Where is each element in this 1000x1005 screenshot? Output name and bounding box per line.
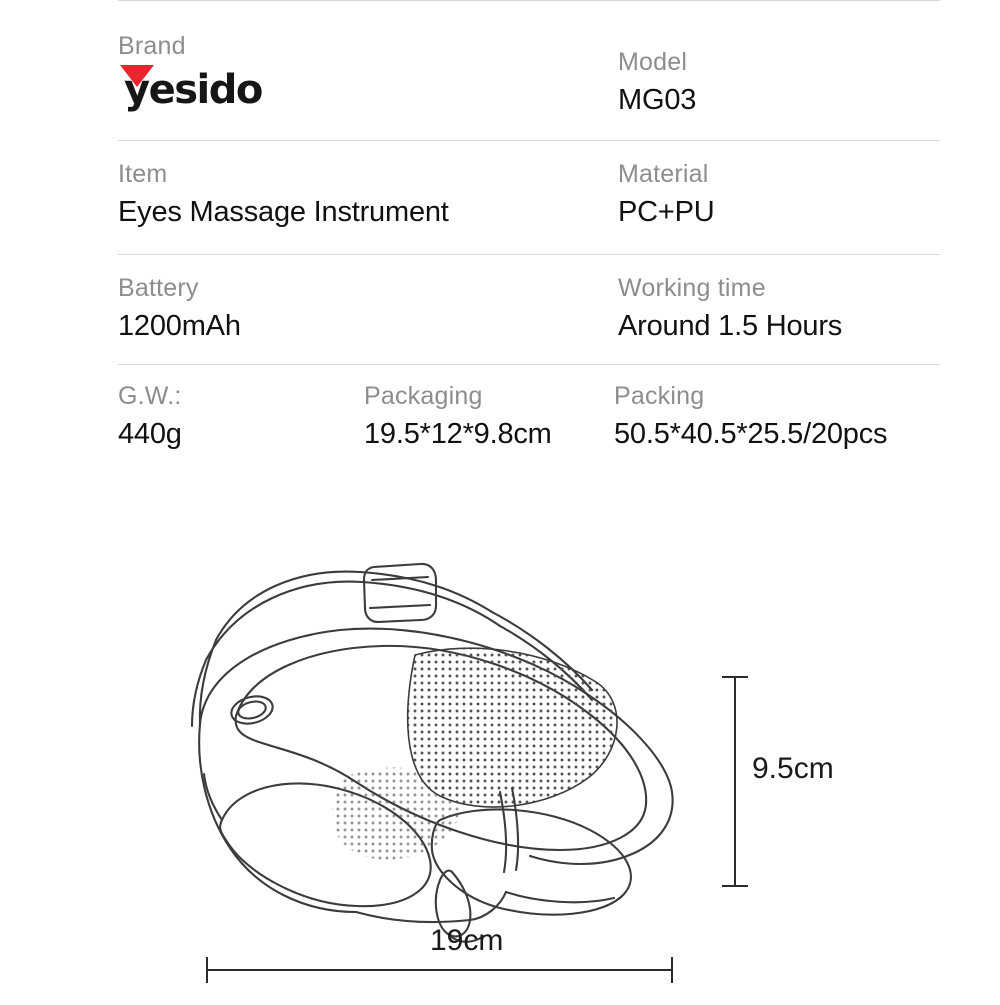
dimension-line-height: [722, 677, 748, 886]
spec-value-packing: 50.5*40.5*25.5/20pcs: [614, 418, 888, 450]
spec-label-packaging: Packaging: [364, 382, 483, 410]
brand-logo: [118, 67, 618, 113]
spec-value-item: Eyes Massage Instrument: [118, 196, 449, 228]
spec-cell-battery: [118, 273, 618, 352]
spec-cell-model: [618, 31, 940, 128]
spec-label-packing: Packing: [614, 382, 705, 410]
spec-value-model: MG03: [618, 84, 697, 116]
spec-cell-item: [118, 159, 618, 242]
table-row: [118, 254, 940, 364]
brand-logo-text: yesido: [124, 67, 262, 113]
spec-cell-material: [618, 159, 940, 242]
dimension-label-width: 19cm: [430, 924, 504, 957]
spec-cell-packaging: [364, 381, 614, 462]
triangle-icon: [120, 65, 154, 87]
specification-table: [118, 0, 940, 474]
spec-cell-brand: [118, 31, 618, 128]
spec-label-model: Model: [618, 48, 688, 76]
spec-value-battery: 1200mAh: [118, 310, 241, 342]
dimension-label-height: 9.5cm: [752, 752, 834, 785]
spec-cell-packing: [614, 381, 940, 462]
spec-value-working-time: Around 1.5 Hours: [618, 310, 843, 342]
spec-label-item: Item: [118, 160, 168, 188]
spec-cell-gross-weight: [118, 381, 364, 462]
spec-cell-working-time: [618, 273, 940, 352]
table-row: [118, 140, 940, 254]
spec-label-working-time: Working time: [618, 274, 766, 302]
spec-label-battery: Battery: [118, 274, 199, 302]
spec-label-material: Material: [618, 160, 709, 188]
table-row: [118, 364, 940, 474]
dimension-line-width: [207, 957, 672, 983]
spec-value-gross-weight: 440g: [118, 418, 182, 450]
spec-label-brand: Brand: [118, 32, 186, 60]
spec-value-material: PC+PU: [618, 196, 715, 228]
product-illustration: [0, 520, 1000, 1000]
table-row: [118, 0, 940, 140]
spec-value-packaging: 19.5*12*9.8cm: [364, 418, 552, 450]
spec-label-gross-weight: G.W.:: [118, 382, 182, 410]
